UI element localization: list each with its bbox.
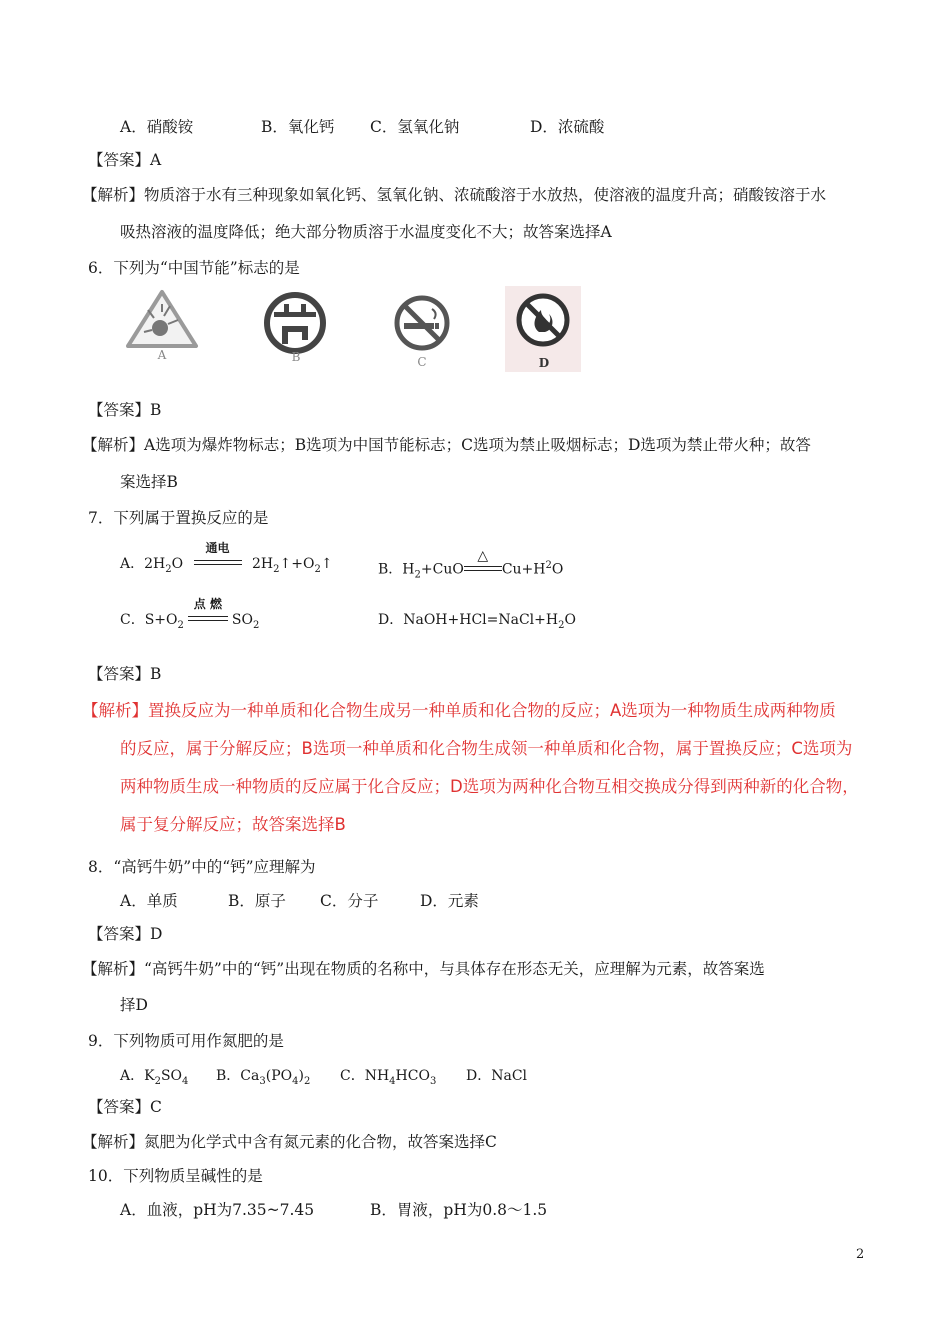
- q8-option-c: C．分子: [320, 892, 379, 910]
- q7-analysis-line2: 的反应，属于分解反应；B选项一种单质和化合物生成领一种单质和化合物，属于置换反应；C选项为: [120, 739, 853, 758]
- china-energy-saving-icon: [262, 290, 342, 380]
- q10-option-a: A．血液，pH为7.35~7.45: [120, 1201, 315, 1219]
- q10-option-b: B．胃液，pH为0.8～1.5: [370, 1201, 548, 1219]
- q8-option-a: A．单质: [120, 892, 178, 910]
- q5-option-d: D．浓硫酸: [530, 118, 605, 136]
- explosive-warning-icon: [124, 288, 204, 378]
- q9-option-b: B．$Ca_3(PO_4)_2$: [216, 1068, 311, 1087]
- q7-analysis-line3: 两种物质生成一种物质的反应属于化合反应；D选项为两种化合物互相交换成分得到两种新的化合物，: [120, 777, 859, 796]
- q9-analysis: 【解析】氮肥为化学式中含有氮元素的化合物，故答案选择C: [82, 1133, 497, 1151]
- q10-stem: 10．下列物质呈碱性的是: [88, 1167, 263, 1185]
- q7-c-equals-sign: [188, 597, 228, 630]
- q9-answer: 【答案】C: [88, 1098, 162, 1116]
- icon-label-b: B: [291, 350, 301, 364]
- q7-d-text: D．NaOH+HCl=NaCl+H: [378, 612, 559, 628]
- q7-a-equals-sign: [194, 541, 242, 574]
- q8-stem: 8．“高钙牛奶”中的“钙”应理解为: [88, 858, 316, 876]
- q7-option-b: B．$H_2+CuO$ △ $Cu+H^2O$: [378, 547, 564, 581]
- q5-option-c: C．氢氧化钠: [370, 118, 460, 136]
- page-number: 2: [856, 1247, 865, 1262]
- q9-option-c: C．$NH_4HCO_3$: [340, 1068, 437, 1087]
- q7-a-condition: 通电: [205, 541, 230, 555]
- q7-analysis-line1: 【解析】置换反应为一种单质和化合物生成另一种单质和化合物的反应；A选项为一种物质生成两种物质: [82, 701, 836, 720]
- q7-c-condition: 点 燃: [193, 597, 222, 611]
- q6-answer: 【答案】B: [88, 401, 162, 419]
- q7-a-lhs: A．2H: [120, 556, 166, 572]
- q7-c-lhs: C．S+O: [120, 612, 178, 628]
- q7-option-c: C．$S+O_2$ 点 燃 $SO_2$: [120, 610, 259, 636]
- q8-option-b: B．原子: [228, 892, 286, 910]
- q7-b-condition: △: [477, 547, 489, 564]
- q7-stem: 7．下列属于置换反应的是: [88, 509, 269, 527]
- q5-option-b: B．氧化钙: [261, 118, 335, 136]
- icon-label-a: A: [157, 348, 167, 362]
- q9-option-a: A．$K_2SO_4$: [120, 1068, 189, 1087]
- no-smoking-icon: [392, 293, 472, 383]
- q8-answer: 【答案】D: [88, 925, 163, 943]
- q7-b-lhs: B．H: [378, 561, 415, 578]
- q7-b-equals-sign: [464, 547, 502, 580]
- q7-option-a: A．$2H_2O$ 通电 $2H_2↑+O_2↑$: [120, 554, 333, 580]
- icon-label-c: C: [417, 355, 427, 369]
- icon-label-d: D: [538, 356, 550, 370]
- q5-analysis-line2: 吸热溶液的温度降低；绝大部分物质溶于水温度变化不大；故答案选择A: [120, 223, 612, 241]
- q8-analysis-line2: 择D: [120, 996, 148, 1014]
- q7-option-d: D．$NaOH+HCl=NaCl+H_2O$: [378, 612, 576, 631]
- q9-option-d: D．NaCl: [466, 1068, 528, 1084]
- q6-analysis-line1: 【解析】A选项为爆炸物标志；B选项为中国节能标志；C选项为禁止吸烟标志；D选项为禁止带火种；故答: [82, 436, 811, 454]
- q8-analysis-line1: 【解析】“高钙牛奶”中的“钙”出现在物质的名称中，与具体存在形态无关，应理解为元素，故答案选: [82, 960, 765, 978]
- q9-stem: 9．下列物质可用作氮肥的是: [88, 1032, 284, 1050]
- q8-option-d: D．元素: [420, 892, 479, 910]
- q6-stem: 6．下列为“中国节能”标志的是: [88, 259, 300, 277]
- q5-analysis-line1: 【解析】物质溶于水有三种现象如氧化钙、氢氧化钠、浓硫酸溶于水放热，使溶液的温度升高；硝酸铵溶于水: [82, 186, 827, 204]
- q5-option-a: A．硝酸铵: [120, 118, 194, 136]
- q6-analysis-line2: 案选择B: [120, 473, 178, 491]
- q5-answer: 【答案】A: [88, 151, 162, 169]
- q7-answer: 【答案】B: [88, 665, 162, 683]
- q7-analysis-line4: 属于复分解反应；故答案选择B: [120, 815, 346, 834]
